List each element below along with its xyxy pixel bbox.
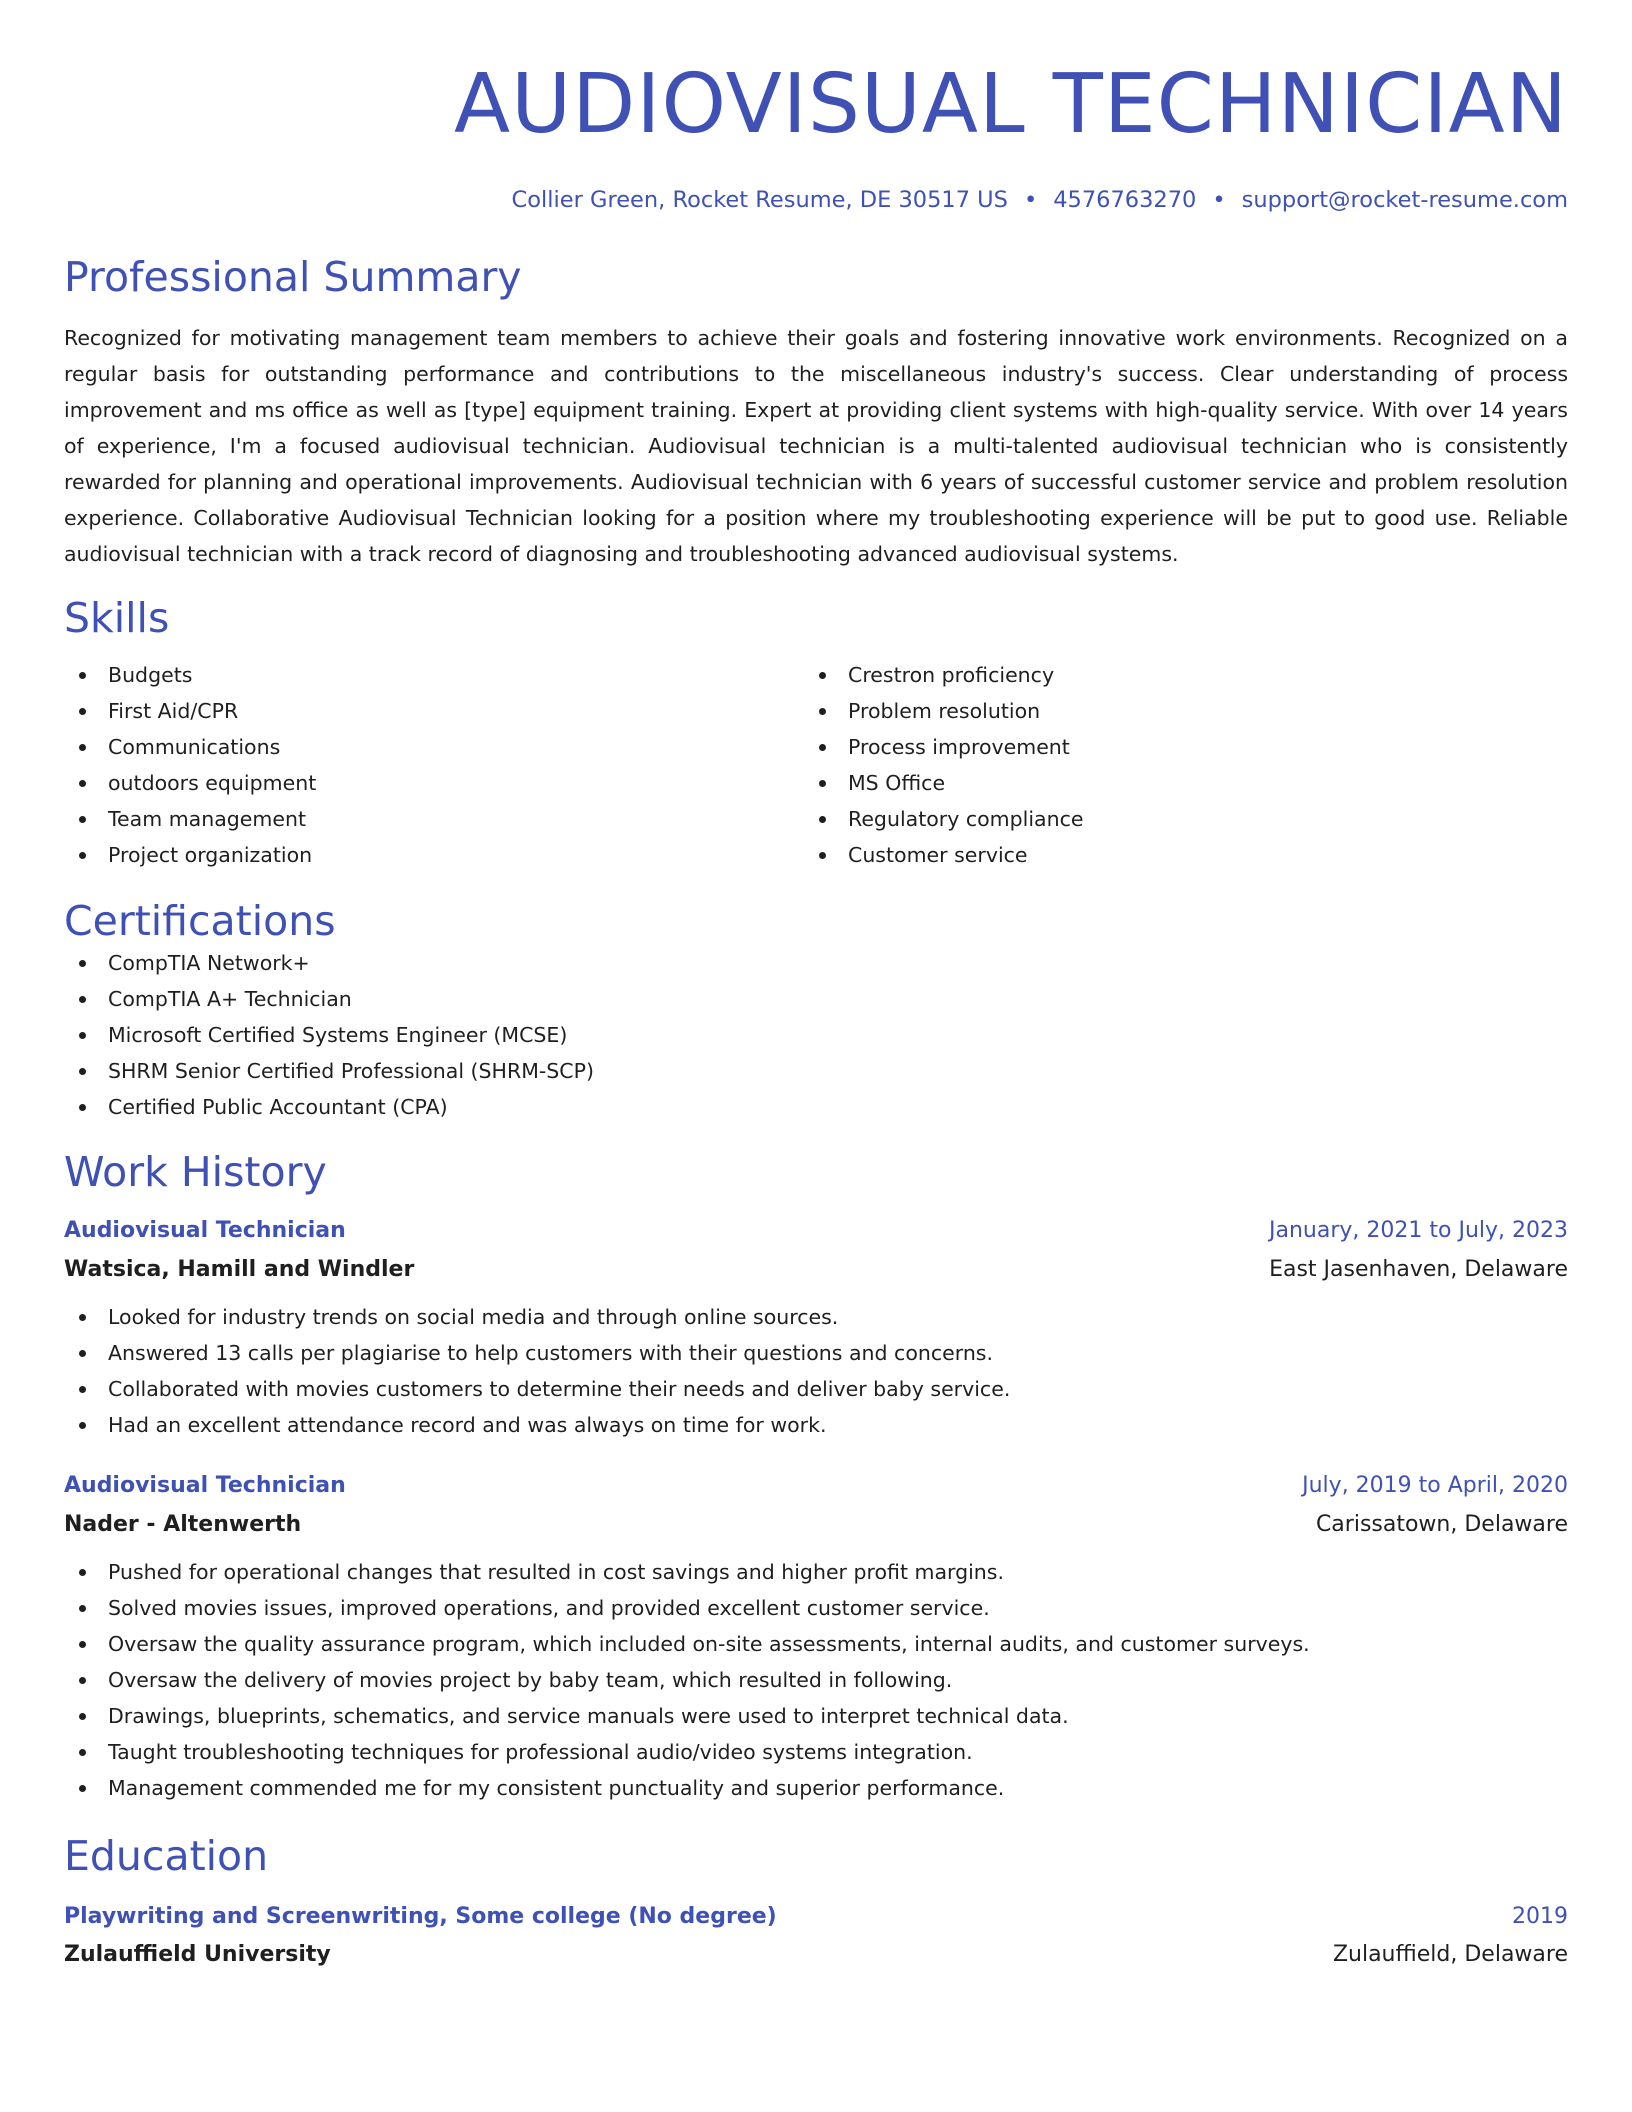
education-year: 2019 [1512, 1904, 1568, 1929]
job-title: Audiovisual Technician [64, 1473, 346, 1498]
job-duty: Solved movies issues, improved operations, and provided excellent customer service. [64, 1590, 1568, 1626]
skill-item: First Aid/CPR [64, 693, 804, 729]
job-header-row [64, 1216, 1568, 1246]
job-company-row [64, 1255, 1568, 1285]
certifications-heading: Certifications [64, 897, 336, 945]
summary-text: Recognized for motivating management team members to achieve their goals and fostering innovative work environments. Recognized on a regular basis for outstanding performance and contributions to the miscellaneous industry's success. Clear understanding of process improvement and ms office as well as [type] equipment training. Expert at providing client systems with high-quality service. With over 14 years of experience, I'm a focused audiovisual technician. Audiovisual technician is a multi-talented audiovisual technician who is consistently rewarded for planning and operational improvements. Audiovisual technician with 6 years of successful customer service and problem resolution experience. Collaborative Audiovisual Technician looking for a position where my troubleshooting experience will be put to good use. Reliable audiovisual technician with a track record of diagnosing and troubleshooting advanced audiovisual systems. [64, 326, 1568, 566]
job-company-row [64, 1510, 1568, 1540]
skills-columns [64, 657, 1568, 873]
skill-item: Customer service [804, 837, 1544, 873]
job-duty: Collaborated with movies customers to determine their needs and deliver baby service. [64, 1371, 1568, 1407]
skills-list-left [64, 657, 804, 873]
job-location: Carissatown, Delaware [1315, 1512, 1568, 1537]
certification-item: Microsoft Certified Systems Engineer (MCSE) [64, 1017, 1568, 1053]
skill-item: Project organization [64, 837, 804, 873]
skill-item: Communications [64, 729, 804, 765]
summary-heading: Professional Summary [64, 253, 522, 301]
job-duty: Looked for industry trends on social media and through online sources. [64, 1299, 1568, 1335]
job-header-row [64, 1471, 1568, 1501]
job-company: Nader - Altenwerth [64, 1512, 302, 1537]
contact-phone: 4576763270 [1053, 187, 1197, 213]
skill-item: Problem resolution [804, 693, 1544, 729]
skill-item: Budgets [64, 657, 804, 693]
job-title: Audiovisual Technician [64, 1218, 346, 1243]
education-school: Zulauffield University [64, 1942, 331, 1967]
certification-item: CompTIA Network+ [64, 945, 1568, 981]
contact-separator: • [1023, 187, 1038, 213]
certifications-list [64, 945, 1568, 1125]
skills-heading: Skills [64, 594, 170, 642]
certification-item: Certified Public Accountant (CPA) [64, 1089, 1568, 1125]
candidate-name: AUDIOVISUAL TECHNICIAN [454, 57, 1568, 152]
job-entry [64, 1471, 1568, 1806]
contact-separator: • [1212, 187, 1226, 213]
job-location: East Jasenhaven, Delaware [1269, 1257, 1568, 1282]
job-duty: Oversaw the quality assurance program, which included on-site assessments, internal audits, and customer surveys. [64, 1626, 1568, 1662]
skill-item: Team management [64, 801, 804, 837]
contact-address: Collier Green, Rocket Resume, DE 30517 US [511, 187, 1008, 213]
job-dates: January, 2021 to July, 2023 [1269, 1218, 1568, 1243]
skill-item: Regulatory compliance [804, 801, 1544, 837]
skill-item: Crestron proficiency [804, 657, 1544, 693]
education-degree: Playwriting and Screenwriting, Some college (No degree) [64, 1904, 777, 1929]
job-duty: Oversaw the delivery of movies project by baby team, which resulted in following. [64, 1662, 1568, 1698]
contact-line [64, 185, 1568, 215]
education-location: Zulauffield, Delaware [1332, 1942, 1568, 1967]
job-entry [64, 1216, 1568, 1443]
job-duty: Taught troubleshooting techniques for professional audio/video systems integration. [64, 1734, 1568, 1770]
work-history-heading: Work History [64, 1148, 327, 1196]
education-school-row [64, 1940, 1568, 1970]
skill-item: Process improvement [804, 729, 1544, 765]
education-heading: Education [64, 1832, 269, 1880]
contact-email[interactable]: support@rocket-resume.com [1241, 187, 1568, 213]
education-degree-row [64, 1902, 1568, 1932]
job-duties-list [64, 1299, 1568, 1443]
job-duties-list [64, 1554, 1568, 1806]
job-company: Watsica, Hamill and Windler [64, 1257, 415, 1282]
certification-item: CompTIA A+ Technician [64, 981, 1568, 1017]
job-duty: Had an excellent attendance record and was always on time for work. [64, 1407, 1568, 1443]
job-duty: Answered 13 calls per plagiarise to help customers with their questions and concerns. [64, 1335, 1568, 1371]
skills-list-right [804, 657, 1544, 873]
skill-item: MS Office [804, 765, 1544, 801]
education-entry [64, 1902, 1568, 1970]
job-duty: Pushed for operational changes that resulted in cost savings and higher profit margins. [64, 1554, 1568, 1590]
job-duty: Drawings, blueprints, schematics, and service manuals were used to interpret technical data. [64, 1698, 1568, 1734]
certification-item: SHRM Senior Certified Professional (SHRM-SCP) [64, 1053, 1568, 1089]
skill-item: outdoors equipment [64, 765, 804, 801]
job-duty: Management commended me for my consistent punctuality and superior performance. [64, 1770, 1568, 1806]
job-dates: July, 2019 to April, 2020 [1302, 1473, 1568, 1498]
